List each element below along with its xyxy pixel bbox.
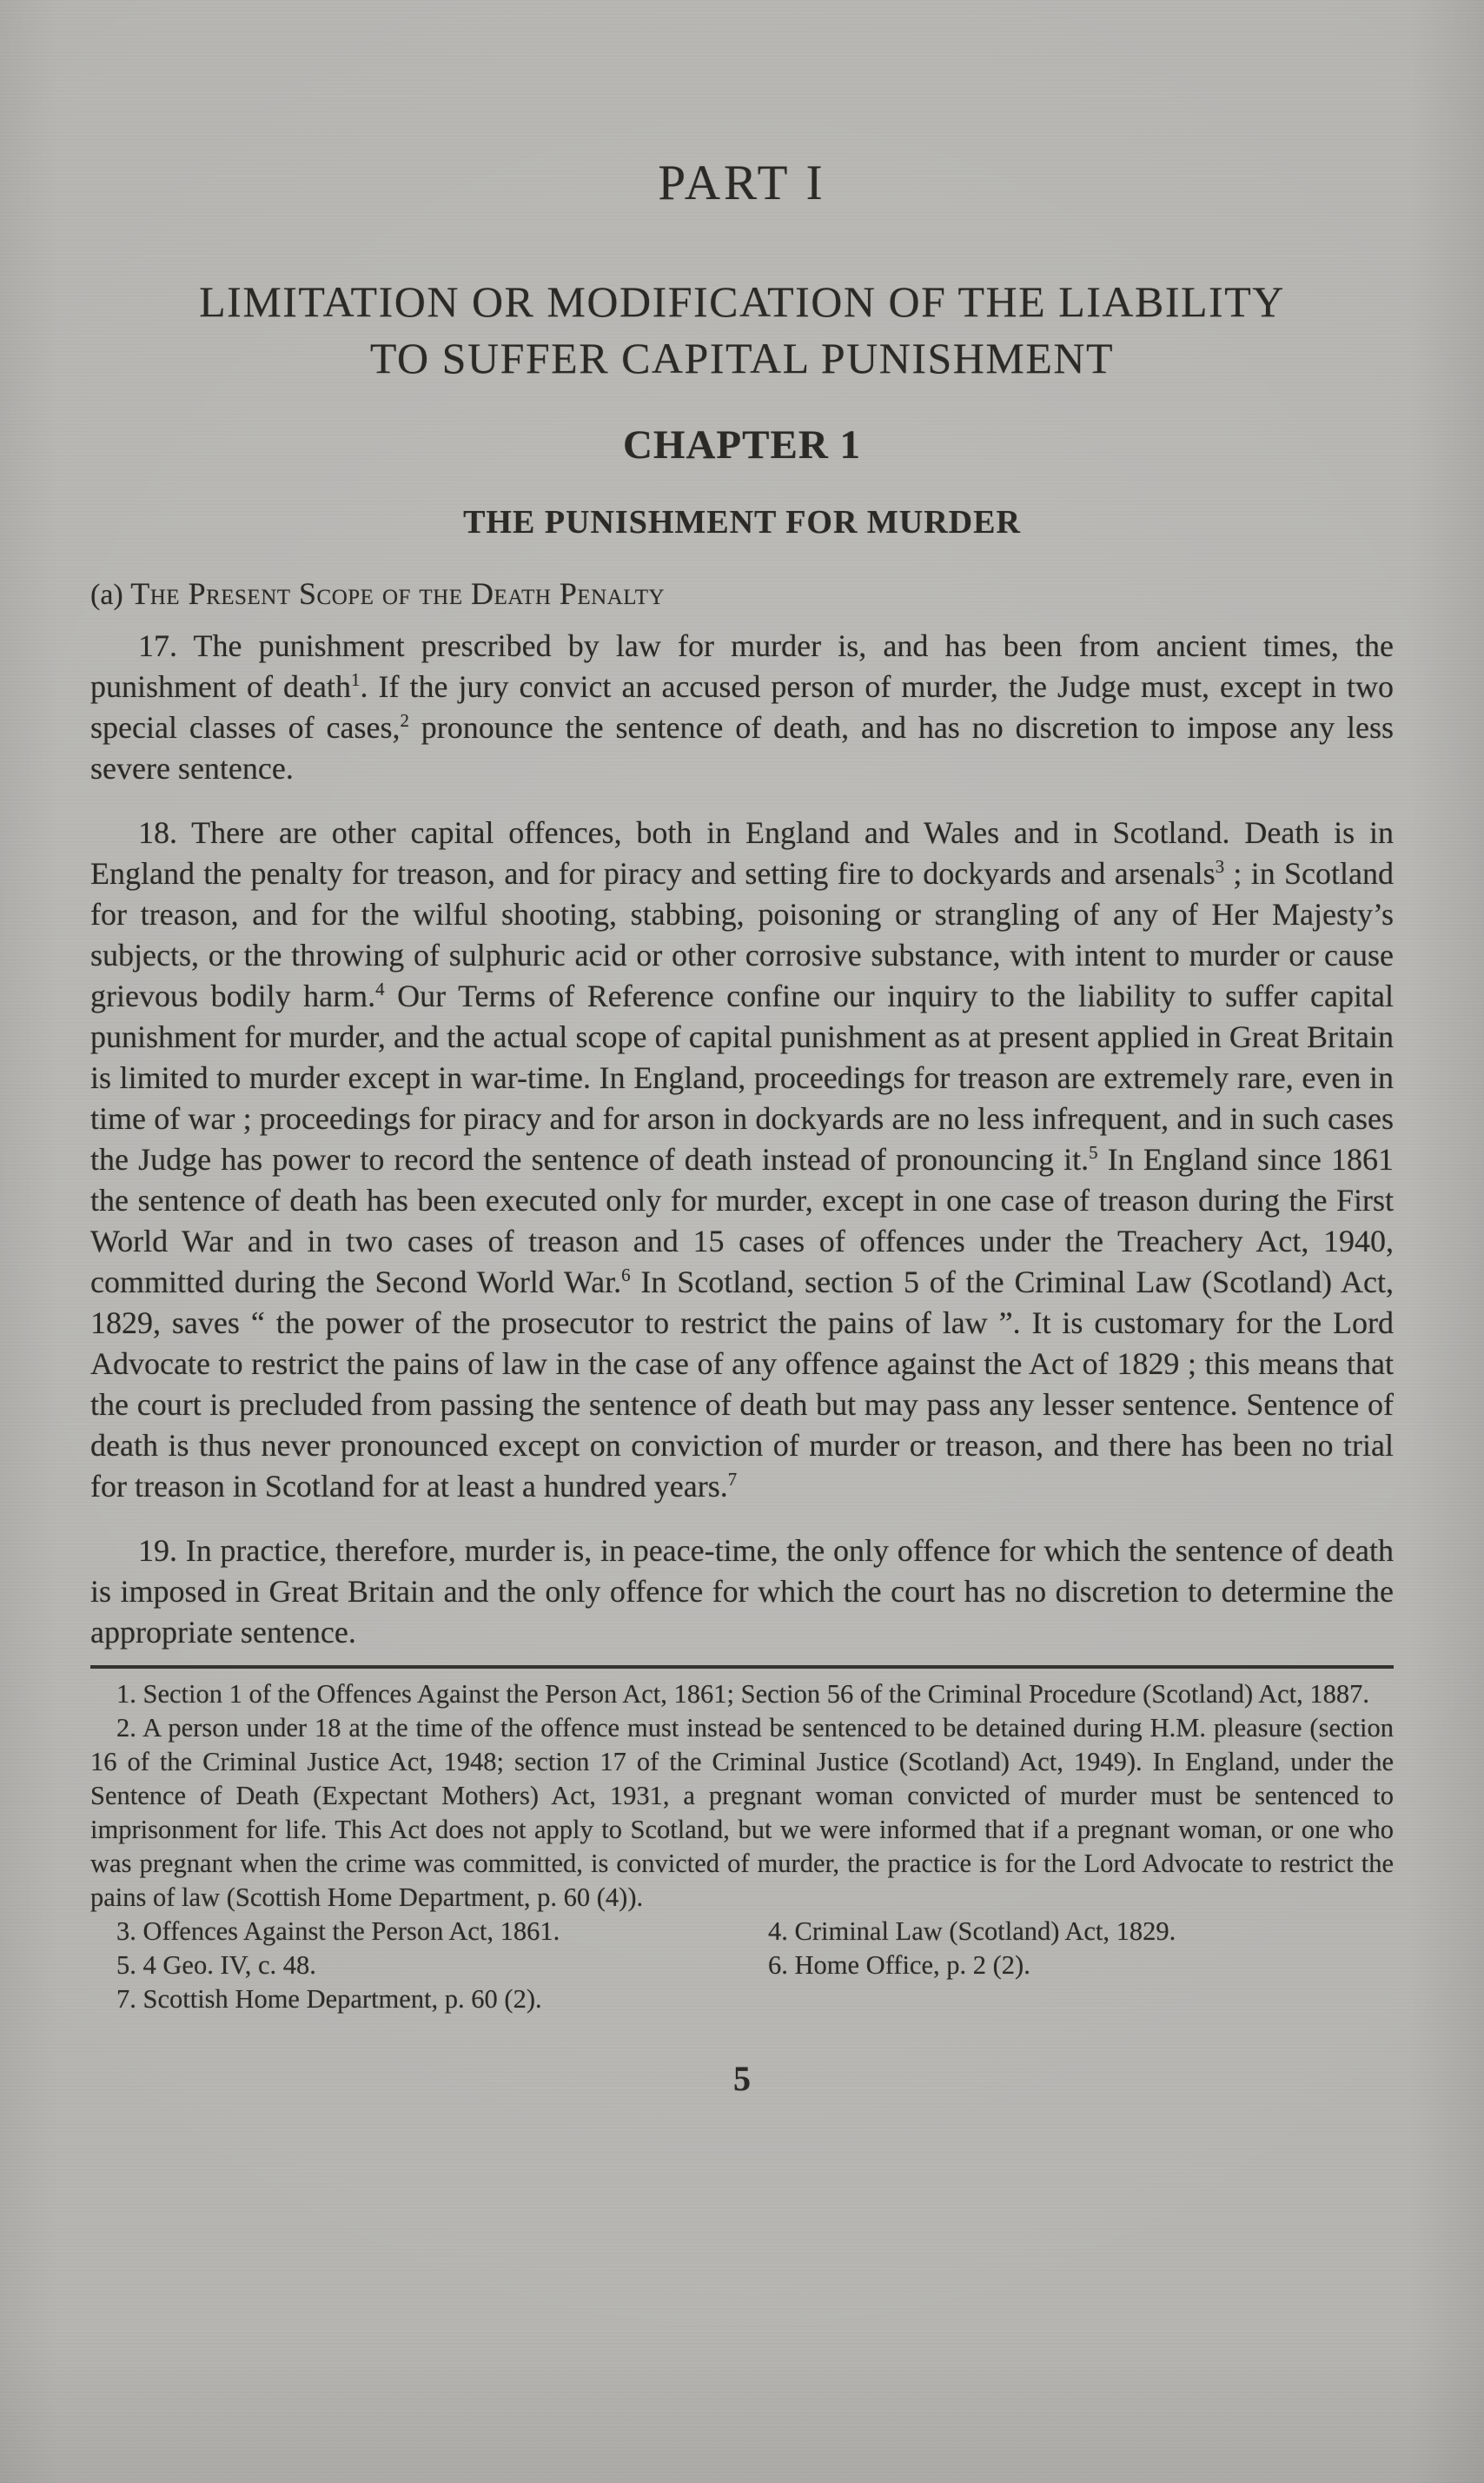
chapter-heading: CHAPTER 1	[622, 422, 862, 468]
page-number: 5	[733, 2058, 751, 2098]
part-heading: PART I	[658, 156, 826, 210]
footnote-reference: 5	[1089, 1141, 1098, 1163]
footnote: 3. Offences Against the Person Act, 1861.	[116, 1915, 560, 1946]
footnote-reference: 2	[400, 709, 409, 731]
paragraph: 19. In practice, therefore, murder is, in peace-time, the only offence for which the sentence of death is imposed in Great Britain and the only offence for which the court has no discretion to determine the appropriate sentence.	[90, 1532, 1394, 1650]
section-label: (a)	[90, 579, 123, 611]
body-paragraphs	[90, 626, 1394, 1653]
footnote-reference: 7	[727, 1468, 738, 1490]
footnotes-column-right	[742, 1915, 1394, 2016]
footnote: 7. Scottish Home Department, p. 60 (2).	[116, 1983, 542, 2014]
paragraph: 18. There are other capital offences, both in England and Wales and in Scotland. Death is in England the penalty for treason, and for piracy and setting fire to dockyards and arsenals$^3$ ; in Scotland for treason, and for the wilful shooting, stabbing, poisoning or strangling of any of Her Majesty’s subjects, or the throwing of sulphuric acid or other corrosive substance, with intent to murder or cause grievous bodily harm.$^4$ Our Terms of Reference confine our inquiry to the liability to suffer capital punishment for murder, and the actual scope of capital punishment as at present applied in Great Britain is limited to murder except in war-time. In England, proceedings for treason are extremely rare, even in time of war ; proceedings for piracy and for arson in dockyards are no less infrequent, and in such cases the Judge has power to record the sentence of death instead of pronouncing it.$^5$ In England since 1861 the sentence of death has been executed only for murder, except in one case of treason during the First World War and in two cases of treason and 15 cases of offences under the Treachery Act, 1940, committed during the Second World War.$^6$ In Scotland, section 5 of the Criminal Law (Scotland) Act, 1829, saves “ the power of the prosecutor to restrict the pains of law ”. It is customary for the Lord Advocate to restrict the pains of law in the case of any offence against the Act of 1829 ; this means that the court is precluded from passing the sentence of death but may pass any lesser sentence. Sentence of death is thus never pronounced except on conviction of murder or treason, and there has been no trial for treason in Scotland for at least a hundred years.$^7$	[90, 814, 1394, 1504]
document-title-line-1: LIMITATION OR MODIFICATION OF THE LIABILITY	[199, 277, 1285, 326]
footnotes-columns	[90, 1915, 1394, 2016]
document-title	[90, 274, 1394, 387]
footnote-divider	[90, 1665, 1394, 1669]
footnotes-full	[90, 1677, 1394, 1915]
footnote: 2. A person under 18 at the time of the offence must instead be sentenced to be detained during H.M. pleasure (section 16 of the Criminal Justice Act, 1948; section 17 of the Criminal Justice (Scotland) Act, 1949). In England, under the Sentence of Death (Expectant Mothers) Act, 1931, a pregnant woman convicted of murder must be sentenced to imprisonment for life. This Act does not apply to Scotland, but we were informed that if a pregnant woman, or one who was pregnant when the crime was committed, is convicted of murder, the practice is for the Lord Advocate to restrict the pains of law (Scottish Home Department, p. 60 (4)).	[90, 1712, 1394, 1912]
section-heading	[90, 575, 1394, 614]
footnote: 1. Section 1 of the Offences Against the Person Act, 1861; Section 56 of the Criminal Procedure (Scotland) Act, 1887.	[116, 1678, 1369, 1709]
footnote-reference: 4	[375, 978, 385, 999]
footnote: 6. Home Office, p. 2 (2).	[768, 1949, 1030, 1980]
text-block	[90, 0, 1394, 2099]
footnote-reference: 3	[1215, 855, 1225, 877]
footnote-reference: 1	[351, 668, 361, 690]
footnote-reference: 6	[621, 1264, 631, 1285]
document-title-line-2: TO SUFFER CAPITAL PUNISHMENT	[369, 334, 1115, 382]
footnote: 4. Criminal Law (Scotland) Act, 1829.	[768, 1915, 1176, 1946]
chapter-title: THE PUNISHMENT FOR MURDER	[463, 504, 1021, 541]
paragraph: 17. The punishment prescribed by law for murder is, and has been from ancient times, the punishment of death$^1$. If the jury convict an accused person of murder, the Judge must, except in two special classes of cases,$^2$ pronounce the sentence of death, and has no discretion to impose any less severe sentence.	[90, 627, 1394, 786]
section-title: The Present Scope of the Death Penalty	[130, 576, 666, 611]
footnote: 5. 4 Geo. IV, c. 48.	[116, 1949, 316, 1980]
footnotes-column-left	[90, 1915, 742, 2016]
